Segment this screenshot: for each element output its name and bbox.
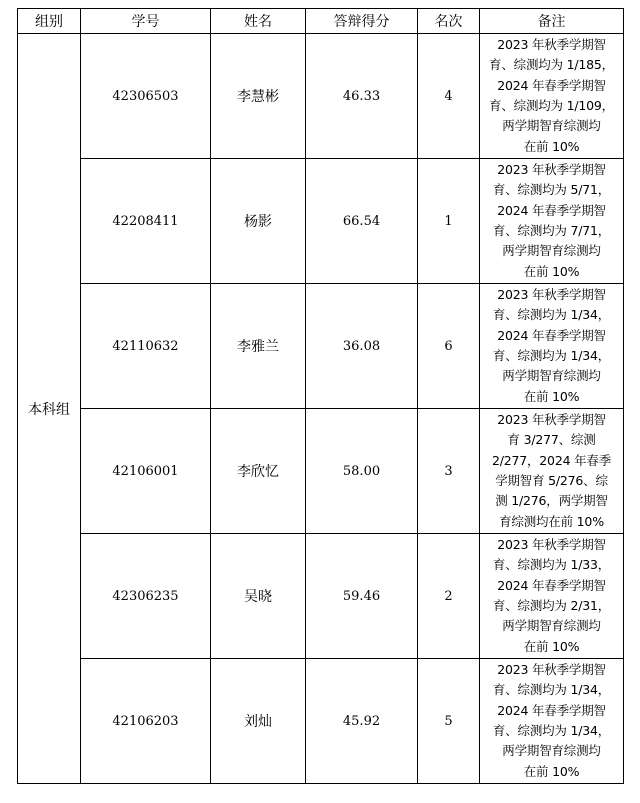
student-id-cell: 42306503 [81,34,211,159]
note-line: 2023 年秋季学期智 [497,536,606,552]
name-cell: 杨影 [211,159,306,284]
header-student-id: 学号 [81,9,211,34]
name-cell: 李欣忆 [211,409,306,534]
note-line: 2023 年秋季学期智 [497,661,606,677]
note-cell [480,659,624,784]
note-cell [480,534,624,659]
note-line: 在前 10% [523,138,580,154]
note-line: 两学期智育综测均 [502,368,601,384]
note-cell [480,409,624,534]
note-line: 在前 10% [523,638,580,654]
note-line: 2023 年秋季学期智 [497,411,606,427]
note-line: 两学期智育综测均 [502,618,601,634]
table-header [18,9,624,34]
note-line: 育、综测均为 7/71， [492,223,611,238]
note-line: 两学期智育综测均 [502,118,601,134]
header-rank: 名次 [418,9,480,34]
student-id-cell: 42208411 [81,159,211,284]
table-row [18,409,624,534]
rank-cell: 3 [418,409,480,534]
note-line: 育、综测均为 1/34， [492,307,611,323]
note-line: 育、综测均为 1/185， [489,57,614,73]
score-table [17,8,624,784]
note-line: 育、综测均为 1/109， [489,98,614,113]
student-id-cell: 42106001 [81,409,211,534]
note-line: 2024 年春季学期智 [497,702,606,718]
note-line: 育、综测均为 2/31， [492,598,611,613]
header-row [18,9,624,34]
student-id-cell: 42106203 [81,659,211,784]
note-line: 育综测均在前 10% [499,513,604,529]
note-line: 2024 年春季学期智 [497,202,606,218]
note-line: 2023 年秋季学期智 [497,286,606,302]
group-cell: 本科组 [18,34,81,784]
table-row [18,534,624,659]
rank-cell: 6 [418,284,480,409]
note-line: 2024 年春季学期智 [497,77,606,93]
note-line: 在前 10% [523,763,580,779]
table-row [18,659,624,784]
note-line: 育、综测均为 1/34， [492,348,611,363]
note-line: 育、综测均为 1/33， [492,557,611,573]
score-cell: 58.00 [306,409,418,534]
header-name: 姓名 [211,9,306,34]
score-cell: 46.33 [306,34,418,159]
score-cell: 66.54 [306,159,418,284]
note-line: 两学期智育综测均 [502,243,601,259]
name-cell: 李雅兰 [211,284,306,409]
rank-cell: 4 [418,34,480,159]
note-line: 育、综测均为 1/34， [492,682,611,698]
note-line: 测 1/276，两学期智 [495,493,608,509]
rank-cell: 1 [418,159,480,284]
note-line: 学期智育 5/276、综 [495,473,608,488]
score-cell: 45.92 [306,659,418,784]
note-line: 在前 10% [523,263,580,279]
name-cell: 李慧彬 [211,34,306,159]
note-line: 两学期智育综测均 [502,743,601,759]
note-line: 在前 10% [523,388,580,404]
note-cell [480,159,624,284]
name-cell: 吴晓 [211,534,306,659]
header-score: 答辩得分 [306,9,418,34]
score-cell: 59.46 [306,534,418,659]
rank-cell: 2 [418,534,480,659]
name-cell: 刘灿 [211,659,306,784]
note-line: 2024 年春季学期智 [497,577,606,593]
note-line: 2024 年春季学期智 [497,327,606,343]
note-cell [480,34,624,159]
note-line: 2023 年秋季学期智 [497,36,606,52]
note-line: 育、综测均为 1/34， [492,723,611,738]
rank-cell: 5 [418,659,480,784]
table-row [18,284,624,409]
score-cell: 36.08 [306,284,418,409]
note-line: 2/277，2024 年春季 [491,452,611,468]
note-cell [480,284,624,409]
student-id-cell: 42306235 [81,534,211,659]
note-line: 育 3/277、综测 [507,432,596,448]
table-body [18,34,624,784]
note-line: 育、综测均为 5/71， [492,182,611,198]
table-row [18,34,624,159]
table-row [18,159,624,284]
header-group: 组别 [18,9,81,34]
student-id-cell: 42110632 [81,284,211,409]
note-line: 2023 年秋季学期智 [497,161,606,177]
header-note: 备注 [480,9,624,34]
